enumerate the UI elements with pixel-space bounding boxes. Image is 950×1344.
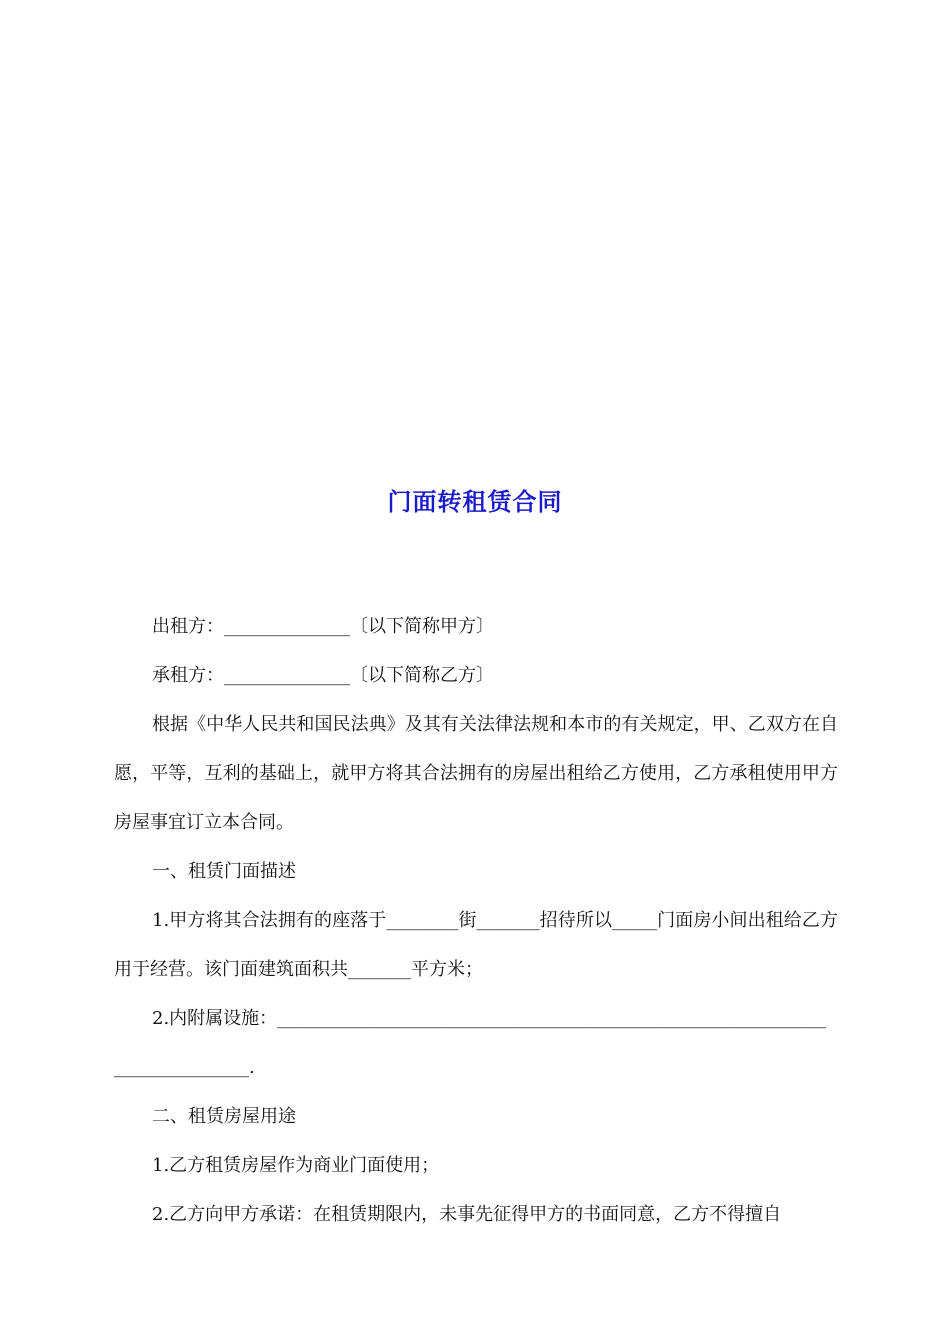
lessee-line: 承租方：______________〔以下简称乙方〕 bbox=[152, 665, 494, 686]
section-heading-description: 一、租赁门面描述 bbox=[152, 861, 296, 882]
document-body bbox=[114, 602, 838, 1239]
clause-1-2: 2.内附属设施：_____________________________________________________________ bbox=[152, 1008, 827, 1029]
clause-2-2: 2.乙方向甲方承诺：在租赁期限内，未事先征得甲方的书面同意，乙方不得擅自 bbox=[152, 1204, 782, 1225]
preamble-paragraph: 根据《中华人民共和国民法典》及其有关法律法规和本市的有关规定，甲、乙双方在自愿，平等，互利的基础上，就甲方将其合法拥有的房屋出租给乙方使用，乙方承租使用甲方房屋事宜订立本合同。 bbox=[114, 714, 838, 833]
clause-1-1: 1.甲方将其合法拥有的座落于________街_______招待所以_____门面房小间出租给乙方用于经营。该门面建筑面积共_______平方米； bbox=[114, 910, 838, 980]
lessor-line: 出租方：______________〔以下简称甲方〕 bbox=[152, 616, 494, 637]
document-title: 门面转租赁合同 bbox=[387, 487, 563, 516]
section-heading-usage: 二、租赁房屋用途 bbox=[152, 1106, 296, 1127]
clause-1-2-continuation: _______________. bbox=[114, 1057, 255, 1078]
clause-2-1: 1.乙方租赁房屋作为商业门面使用； bbox=[152, 1155, 440, 1176]
